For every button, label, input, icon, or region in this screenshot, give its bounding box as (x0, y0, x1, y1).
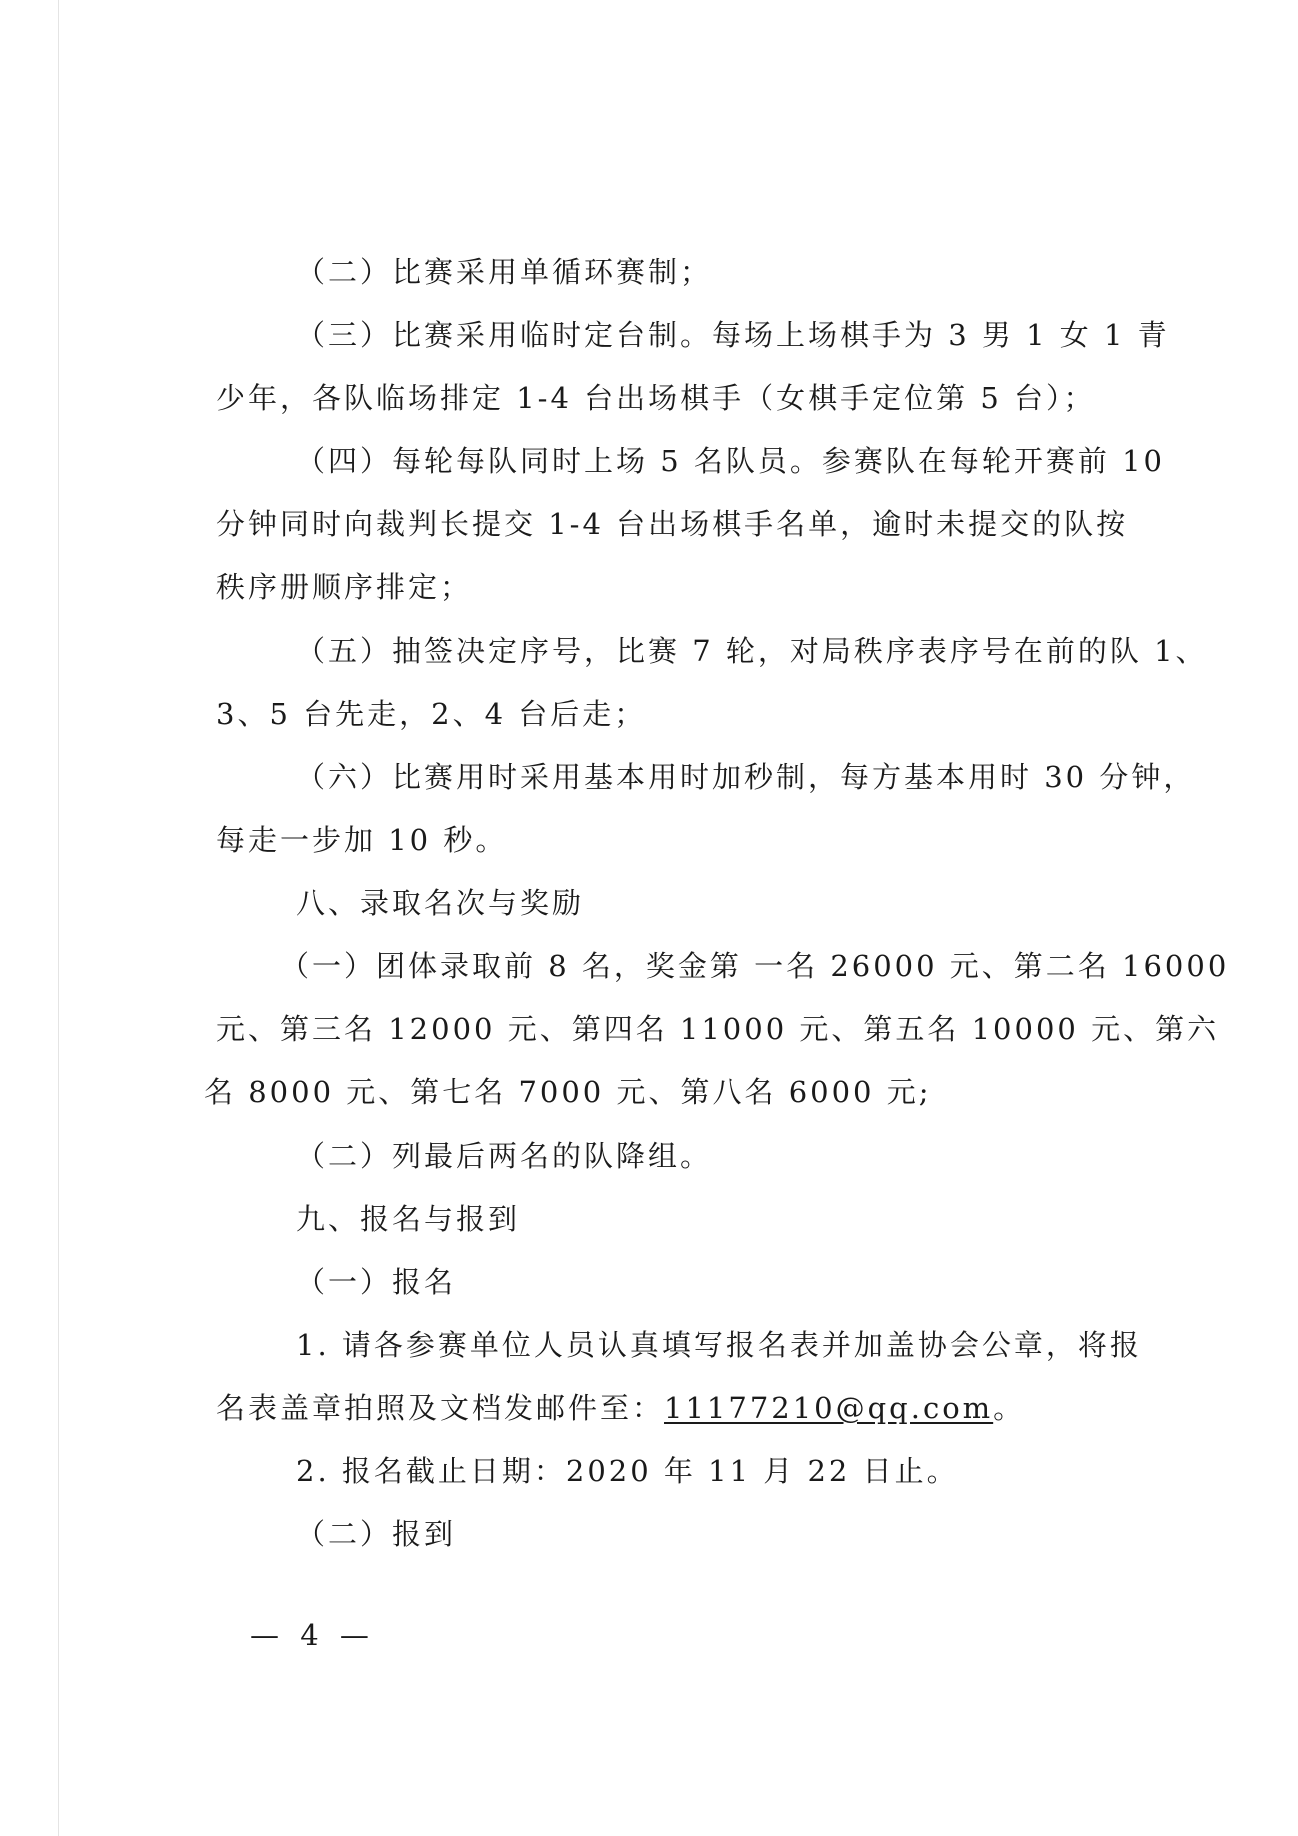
registration-subheading: （一）报名 (296, 1265, 457, 1299)
registration-item-1-line-2 (216, 1388, 1025, 1428)
clause-5-line-1: （五）抽签决定序号，比赛 7 轮，对局秩序表序号在前的队 1、 (296, 634, 1208, 668)
clause-6-line-1: （六）比赛用时采用基本用时加秒制，每方基本用时 30 分钟， (296, 760, 1196, 794)
awards-line-2: 元、第三名 12000 元、第四名 11000 元、第五名 10000 元、第六 (216, 1012, 1220, 1046)
registration-item-1-line-1: 1. 请各参赛单位人员认真填写报名表并加盖协会公章，将报 (296, 1328, 1142, 1362)
registration-email-prefix: 名表盖章拍照及文档发邮件至： (216, 1391, 665, 1425)
registration-email-link[interactable]: 11177210@qq.com (664, 1391, 994, 1425)
page-number: — 4 — (250, 1618, 375, 1652)
page-edge (58, 0, 59, 1836)
awards-line-1: （一）团体录取前 8 名，奖金第 一名 26000 元、第二名 16000 (280, 949, 1230, 983)
registration-deadline: 2. 报名截止日期：2020 年 11 月 22 日止。 (296, 1454, 959, 1488)
section-8-heading: 八、录取名次与奖励 (296, 886, 585, 920)
clause-4-line-1: （四）每轮每队同时上场 5 名队员。参赛队在每轮开赛前 10 (296, 444, 1166, 478)
clause-3-line-2: 少年，各队临场排定 1-4 台出场棋手（女棋手定位第 5 台）； (216, 381, 1096, 415)
relegation-clause: （二）列最后两名的队降组。 (296, 1139, 713, 1173)
section-9-heading: 九、报名与报到 (296, 1202, 521, 1236)
awards-line-3: 名 8000 元、第七名 7000 元、第八名 6000 元; (204, 1075, 932, 1109)
clause-6-line-2: 每走一步加 10 秒。 (216, 823, 508, 857)
registration-email-suffix: 。 (993, 1391, 1026, 1425)
clause-5-line-2: 3、5 台先走，2、4 台后走； (216, 697, 647, 731)
check-in-subheading: （二）报到 (296, 1517, 457, 1551)
clause-2-round-robin: （二）比赛采用单循环赛制； (296, 255, 713, 289)
clause-4-line-3: 秩序册顺序排定； (216, 570, 473, 604)
clause-4-line-2: 分钟同时向裁判长提交 1-4 台出场棋手名单，逾时未提交的队按 (216, 507, 1129, 541)
clause-3-line-1: （三）比赛采用临时定台制。每场上场棋手为 3 男 1 女 1 青 (296, 318, 1170, 352)
